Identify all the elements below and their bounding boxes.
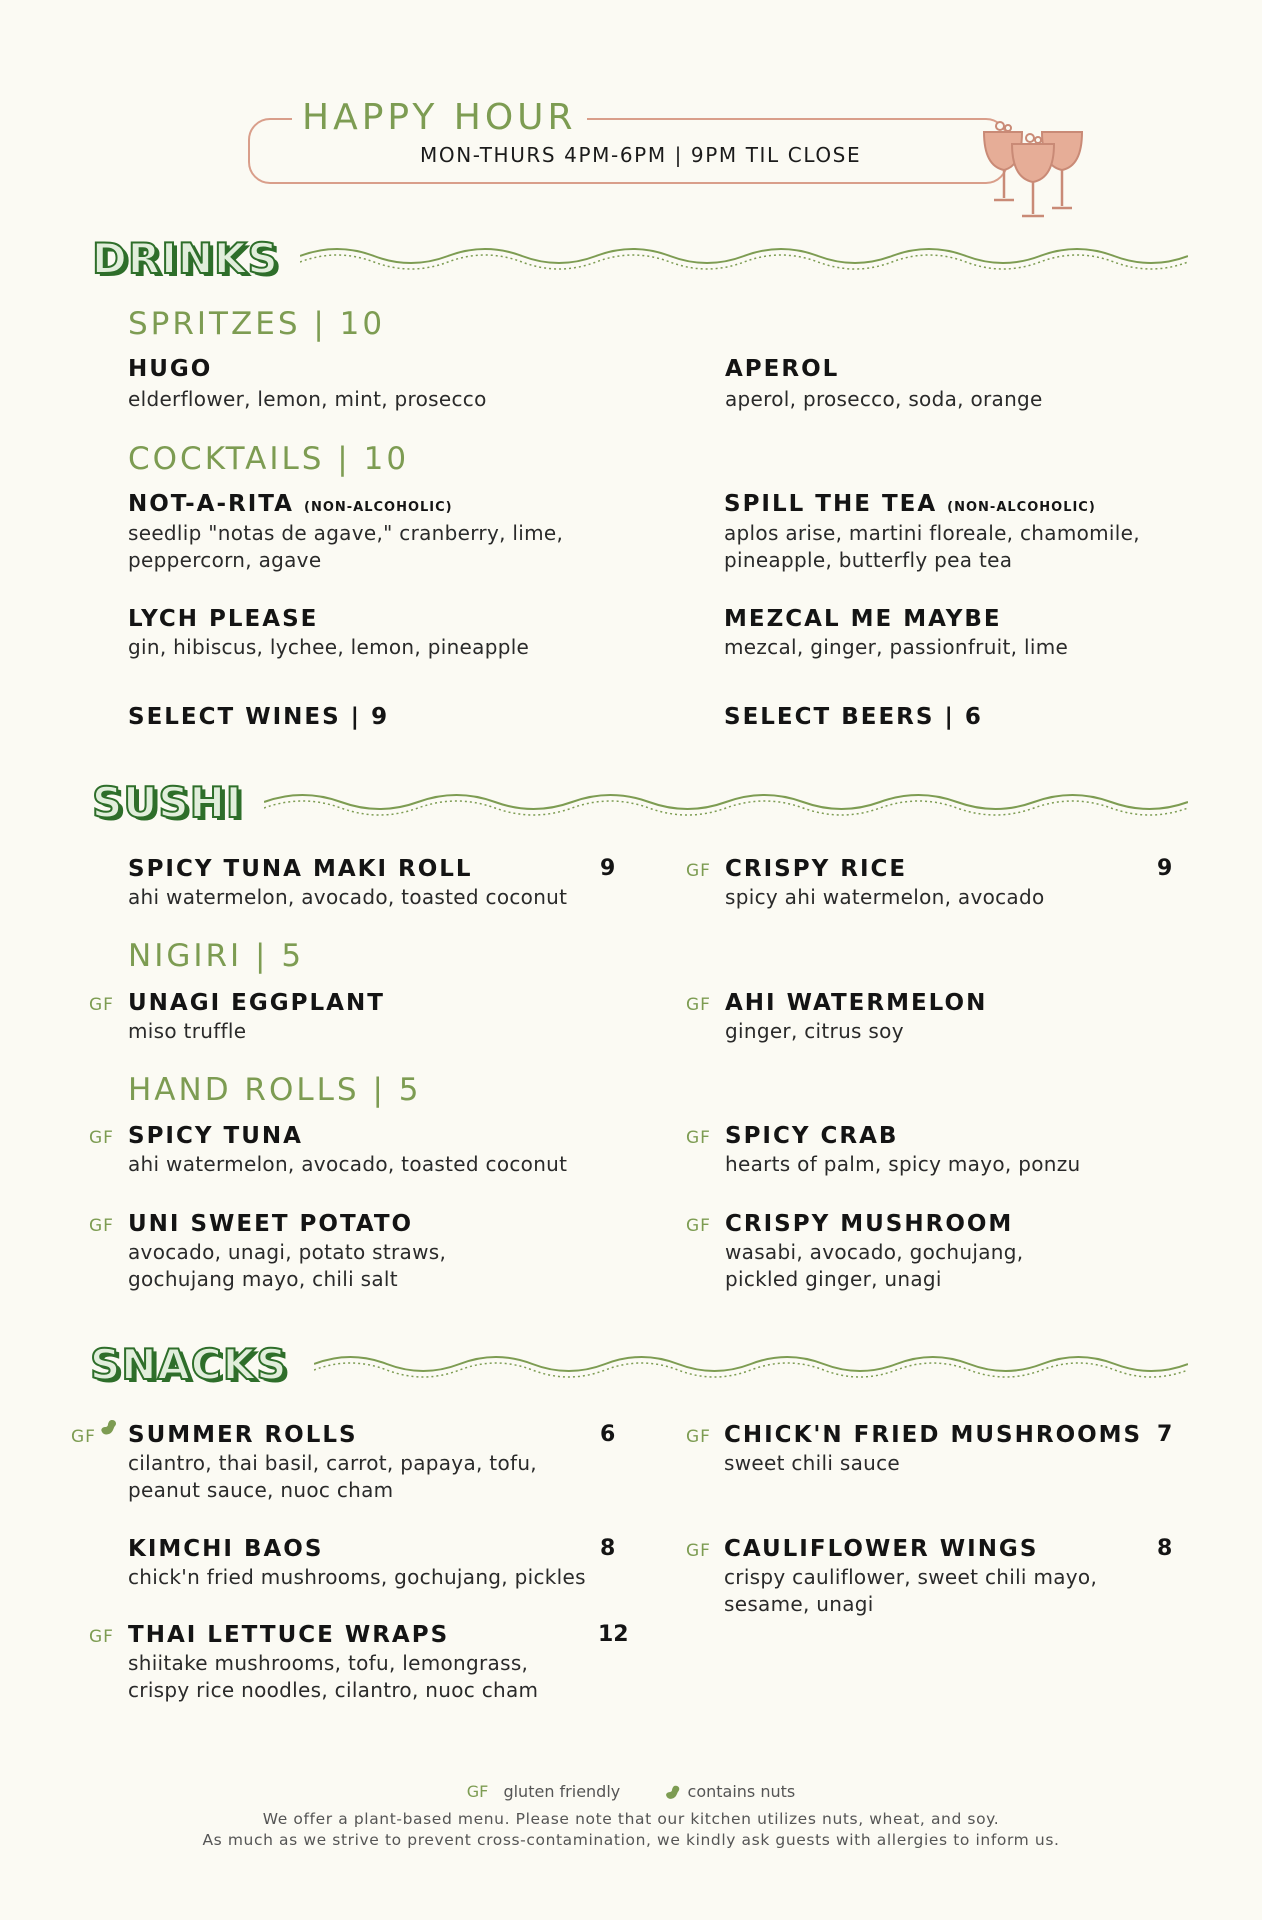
gf-badge: GF — [89, 1627, 114, 1647]
item-name-lych-please: LYCH PLEASE — [128, 606, 319, 632]
item-desc-kimchi-baos: chick'n fried mushrooms, gochujang, pickles — [128, 1565, 586, 1589]
nuts-label: contains nuts — [687, 1782, 796, 1801]
wave-divider — [314, 1348, 1188, 1378]
item-desc-spicy-tuna-maki: ahi watermelon, avocado, toasted coconut — [128, 885, 568, 909]
desc-line: gochujang mayo, chili salt — [128, 1267, 398, 1291]
peanut-icon — [664, 1784, 682, 1802]
item-name-crispy-mushroom: CRISPY MUSHROOM — [725, 1211, 1014, 1237]
item-desc-hugo: elderflower, lemon, mint, prosecco — [128, 387, 487, 411]
section-title-sushi: SUSHI — [92, 778, 243, 827]
item-name-thai-lettuce-wraps: THAI LETTUCE WRAPS — [128, 1622, 450, 1648]
item-desc-chickn-fried-mushrooms: sweet chili sauce — [724, 1451, 901, 1475]
item-desc-ahi-watermelon: ginger, citrus soy — [725, 1019, 904, 1043]
item-desc-cauliflower-wings — [724, 1564, 1097, 1618]
item-desc-lych-please: gin, hibiscus, lychee, lemon, pineapple — [128, 635, 530, 659]
item-name-aperol: APEROL — [725, 356, 840, 382]
subhead-spritzes: SPRITZES | 10 — [128, 306, 386, 342]
item-name-text: SPILL THE TEA — [724, 491, 938, 517]
desc-line: sesame, unagi — [724, 1592, 874, 1616]
desc-line: wasabi, avocado, gochujang, — [725, 1240, 1024, 1264]
desc-line: aplos arise, martini floreale, chamomile, — [724, 521, 1140, 545]
happy-hour-hours: MON-THURS 4PM-6PM | 9PM TIL CLOSE — [420, 143, 862, 167]
wave-divider — [264, 786, 1188, 816]
item-name-crispy-rice: CRISPY RICE — [725, 856, 908, 882]
non-alcoholic-note: (NON-ALCOHOLIC) — [304, 500, 453, 515]
gf-badge: GF — [89, 1128, 114, 1148]
item-desc-summer-rolls — [128, 1450, 537, 1504]
item-desc-spill-the-tea — [724, 520, 1140, 574]
section-title-drinks: DRINKS — [92, 234, 279, 283]
item-name-hugo: HUGO — [128, 356, 213, 382]
item-desc-spicy-crab: hearts of palm, spicy mayo, ponzu — [725, 1152, 1081, 1176]
legend — [0, 1782, 1262, 1802]
item-desc-thai-lettuce-wraps — [128, 1650, 538, 1704]
allergy-note: We offer a plant-based menu. Please note that our kitchen utilizes nuts, wheat, and soy. — [262, 1810, 1000, 1828]
item-name-summer-rolls: SUMMER ROLLS — [128, 1422, 358, 1448]
item-name-spicy-tuna: SPICY TUNA — [128, 1123, 303, 1149]
price: 8 — [1157, 1536, 1173, 1561]
gf-badge: GF — [686, 861, 711, 881]
gf-badge: GF — [686, 1216, 711, 1236]
item-name-spill-the-tea — [724, 490, 1096, 522]
gf-badge: GF — [686, 1427, 711, 1447]
item-desc-unagi-eggplant: miso truffle — [128, 1019, 247, 1043]
desc-line: cilantro, thai basil, carrot, papaya, tofu, — [128, 1451, 537, 1475]
item-name-unagi-eggplant: UNAGI EGGPLANT — [128, 990, 385, 1016]
desc-line: peanut sauce, nuoc cham — [128, 1478, 394, 1502]
item-name-not-a-rita — [128, 490, 453, 522]
item-desc-mezcal-me-maybe: mezcal, ginger, passionfruit, lime — [724, 635, 1069, 659]
wave-divider — [300, 240, 1188, 270]
item-name-cauliflower-wings: CAULIFLOWER WINGS — [724, 1536, 1039, 1562]
allergy-note: As much as we strive to prevent cross-contamination, we kindly ask guests with allergies to inform us. — [202, 1831, 1060, 1849]
select-wines: SELECT WINES | 9 — [128, 704, 390, 730]
desc-line: crispy rice noodles, cilantro, nuoc cham — [128, 1678, 539, 1702]
item-desc-uni-sweet-potato — [128, 1239, 446, 1293]
select-beers: SELECT BEERS | 6 — [724, 704, 983, 730]
subhead-hand-rolls: HAND ROLLS | 5 — [128, 1072, 422, 1108]
item-desc-not-a-rita — [128, 520, 563, 574]
item-name-mezcal-me-maybe: MEZCAL ME MAYBE — [724, 606, 1002, 632]
gf-badge: GF — [686, 1128, 711, 1148]
gf-badge: GF — [89, 1216, 114, 1236]
price: 9 — [600, 856, 616, 881]
price: 12 — [598, 1622, 629, 1647]
gf-badge: GF — [686, 995, 711, 1015]
desc-line: shiitake mushrooms, tofu, lemongrass, — [128, 1651, 529, 1675]
desc-line: pickled ginger, unagi — [725, 1267, 942, 1291]
price: 7 — [1157, 1422, 1173, 1447]
desc-line: crispy cauliflower, sweet chili mayo, — [724, 1565, 1098, 1589]
item-desc-crispy-mushroom — [725, 1239, 1023, 1293]
price: 6 — [600, 1422, 616, 1447]
peanut-icon — [99, 1418, 119, 1438]
non-alcoholic-note: (NON-ALCOHOLIC) — [947, 500, 1096, 515]
desc-line: pineapple, butterfly pea tea — [724, 548, 1013, 572]
gf-badge: GF — [686, 1541, 711, 1561]
gf-badge: GF — [89, 995, 114, 1015]
cocktail-glasses-icon — [978, 118, 1090, 226]
subhead-cocktails: COCKTAILS | 10 — [128, 441, 410, 477]
gf-badge: GF — [71, 1427, 96, 1447]
desc-line: seedlip "notas de agave," cranberry, lime, — [128, 521, 564, 545]
item-name-chickn-fried-mushrooms: CHICK'N FRIED MUSHROOMS — [724, 1422, 1143, 1448]
item-name-spicy-crab: SPICY CRAB — [725, 1123, 899, 1149]
item-name-uni-sweet-potato: UNI SWEET POTATO — [128, 1211, 414, 1237]
item-name-spicy-tuna-maki: SPICY TUNA MAKI ROLL — [128, 856, 473, 882]
item-name-kimchi-baos: KIMCHI BAOS — [128, 1536, 324, 1562]
desc-line: peppercorn, agave — [128, 548, 322, 572]
subhead-nigiri: NIGIRI | 5 — [128, 938, 305, 974]
item-name-ahi-watermelon: AHI WATERMELON — [725, 990, 988, 1016]
section-title-snacks: SNACKS — [90, 1340, 288, 1389]
desc-line: avocado, unagi, potato straws, — [128, 1240, 447, 1264]
item-desc-crispy-rice: spicy ahi watermelon, avocado — [725, 885, 1045, 909]
item-desc-spicy-tuna: ahi watermelon, avocado, toasted coconut — [128, 1152, 568, 1176]
happy-hour-title: HAPPY HOUR — [292, 96, 587, 140]
gf-key: GF — [466, 1782, 489, 1801]
price: 9 — [1157, 856, 1173, 881]
gf-label: gluten friendly — [503, 1782, 621, 1801]
item-desc-aperol: aperol, prosecco, soda, orange — [725, 387, 1043, 411]
price: 8 — [600, 1536, 616, 1561]
item-name-text: NOT-A-RITA — [128, 491, 294, 517]
